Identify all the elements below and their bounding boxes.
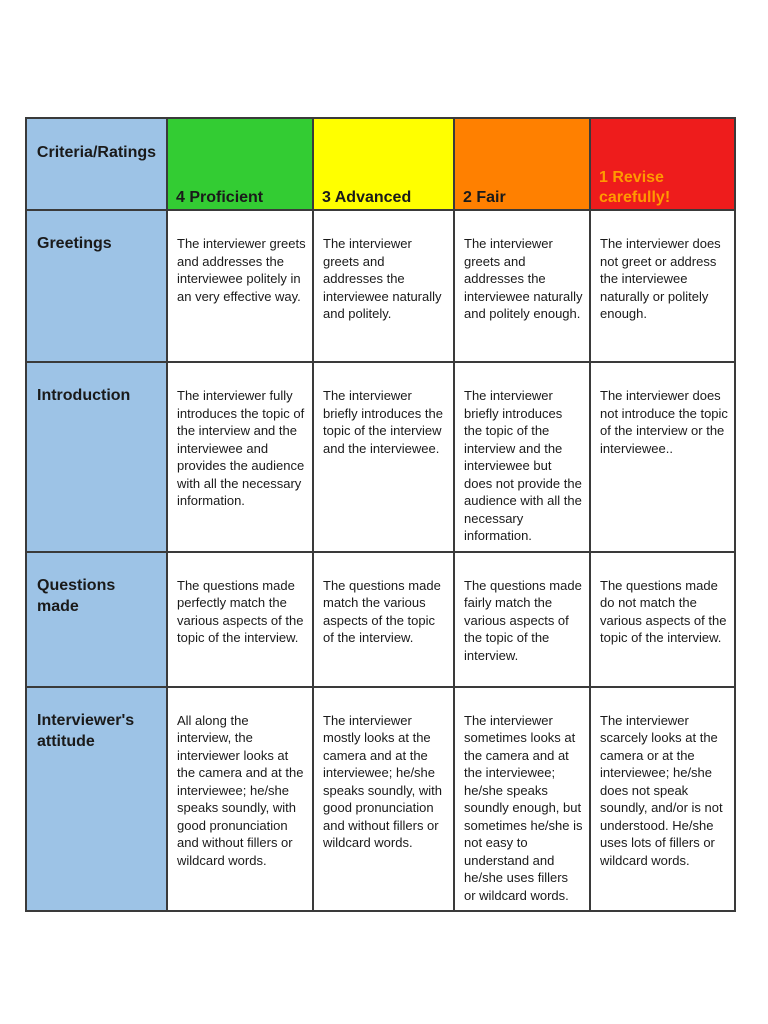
- description-cell: [167, 210, 313, 362]
- criterion-label: Questions made: [37, 576, 116, 615]
- criterion-label: Introduction: [37, 387, 131, 404]
- description-cell: [313, 210, 454, 362]
- description-cell: [454, 210, 590, 362]
- rubric-table: [25, 117, 736, 912]
- description-text: The interviewer mostly looks at the camera and at the interviewee; he/she speaks soundly, with good pronunciation and without fillers or wildcard words.: [323, 712, 442, 850]
- rating-label-fair: 2 Fair: [463, 189, 506, 206]
- rating-label-advanced: 3 Advanced: [322, 189, 412, 206]
- rubric-row-introduction: [26, 362, 735, 552]
- criterion-cell: [26, 210, 167, 362]
- criterion-cell: [26, 687, 167, 912]
- description-cell: [313, 362, 454, 552]
- rating-header-1: [590, 118, 735, 210]
- description-text: The interviewer does not introduce the topic of the interview or the interviewee..: [600, 388, 728, 456]
- description-cell: [454, 687, 590, 912]
- rubric-row-greetings: [26, 210, 735, 362]
- description-text: The questions made perfectly match the various aspects of the topic of the interview.: [177, 577, 304, 645]
- rubric-row-questions-made: [26, 552, 735, 687]
- criteria-header-label: Criteria/Ratings: [36, 144, 157, 161]
- rating-label-revise: 1 Revise carefully!: [599, 169, 671, 206]
- description-cell: [313, 687, 454, 912]
- description-text: All along the interview, the interviewer looks at the camera and at the interviewee; he/she speaks soundly, with good pronunciation and without fillers or wildcard words.: [177, 712, 304, 868]
- description-text: The questions made fairly match the various aspects of the topic of the interview.: [464, 577, 582, 663]
- description-text: The interviewer greets and addresses the interviewee politely in an very effective way.: [177, 236, 306, 304]
- rating-header-2: [454, 118, 590, 210]
- description-text: The interviewer greets and addresses the interviewee naturally and politely enough.: [464, 236, 583, 321]
- description-cell: [167, 362, 313, 552]
- description-cell: [454, 362, 590, 552]
- description-cell: [167, 552, 313, 687]
- description-text: The interviewer fully introduces the topic of the interview and the interviewee and provides the audience with all the necessary information.: [177, 388, 305, 508]
- description-cell: [590, 210, 735, 362]
- description-text: The interviewer does not greet or address the interviewee naturally or politely enough.: [600, 236, 721, 321]
- description-cell: [590, 552, 735, 687]
- criteria-header-cell: [26, 118, 167, 210]
- description-cell: [313, 552, 454, 687]
- criterion-cell: [26, 362, 167, 552]
- rating-label-proficient: 4 Proficient: [176, 189, 264, 206]
- description-text: The interviewer briefly introduces the topic of the interview and the interviewee.: [323, 388, 443, 456]
- description-cell: [590, 687, 735, 912]
- rating-header-3: [313, 118, 454, 210]
- criterion-label: Greetings: [37, 235, 112, 252]
- description-text: The interviewer briefly introduces the topic of the interview and the interviewee but does not provide the audience with all the necessary information.: [464, 388, 582, 543]
- description-cell: [590, 362, 735, 552]
- description-text: The questions made match the various aspects of the topic of the interview.: [323, 577, 441, 645]
- criterion-label: Interviewer's attitude: [37, 711, 135, 750]
- description-text: The questions made do not match the various aspects of the topic of the interview.: [600, 577, 727, 645]
- criterion-cell: [26, 552, 167, 687]
- description-cell: [454, 552, 590, 687]
- description-text: The interviewer sometimes looks at the camera and at the interviewee; he/she speaks soundly enough, but sometimes he/she is not easy to understand and he/she uses fillers or wildcard words.: [464, 712, 583, 903]
- description-text: The interviewer scarcely looks at the camera or at the interviewee; he/she does not speak soundly, and/or is not understood. He/she uses lots of fillers or wildcard words.: [600, 712, 723, 868]
- description-cell: [167, 687, 313, 912]
- rating-header-4: [167, 118, 313, 210]
- rubric-row-interviewers-attitude: [26, 687, 735, 912]
- header-row: [26, 118, 735, 210]
- description-text: The interviewer greets and addresses the interviewee naturally and politely.: [323, 236, 442, 321]
